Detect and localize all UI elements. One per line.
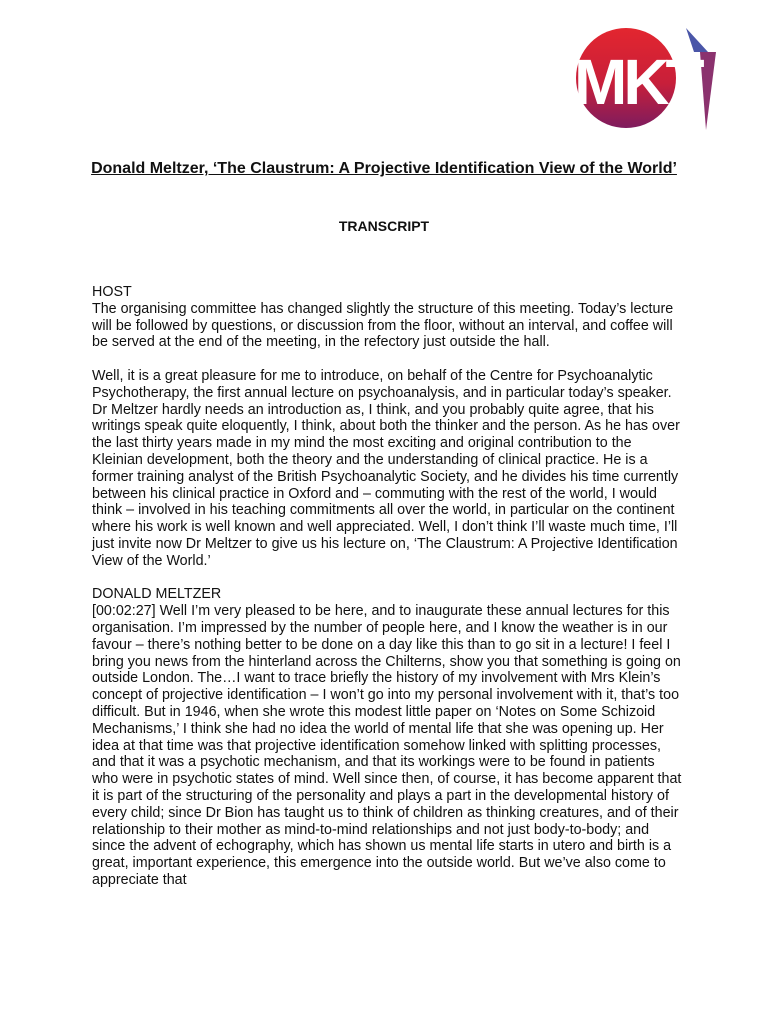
mkt-logo-graphic bbox=[568, 26, 718, 130]
mkt-logo bbox=[568, 26, 718, 130]
speaker-label: DONALD MELTZER bbox=[92, 586, 222, 603]
logo-text: MKT bbox=[574, 46, 701, 118]
speaker-label: HOST bbox=[92, 284, 132, 300]
transcript-paragraph: Well, it is a great pleasure for me to introduce, on behalf of the Centre for Psychoanalytic Psychotherapy, the first annual lecture on psychoanalysis, and in particular today’s speaker. Dr Meltzer hardly needs an introduction as, I think, and you probably quite agree, that his writings speak quite eloquently, I think, about both the thinker and the person. As he has over the last thirty years made in my mind the most exciting and original contribution to the Kleinian development, both the theory and the understanding of clinical practice. He is a former training analyst of the British Psychoanalytic Society, and he divides his time currently between his clinical practice in Oxford and – commuting with the rest of the world, I would think – involved in his teaching commitments all over the world, in particular on the continent where his work is well known and well appreciated. Well, I don’t think I’ll waste much time, I’ll just invite now Dr Meltzer to give us his lecture on, ‘The Claustrum: A Projective Identification View of the World.’ bbox=[92, 367, 680, 569]
document-subtitle: TRANSCRIPT bbox=[338, 218, 430, 234]
page-title: Donald Meltzer, ‘The Claustrum: A Projective Identification View of the World’ bbox=[91, 160, 677, 177]
transcript-section-host bbox=[92, 284, 682, 570]
transcript-body bbox=[92, 284, 682, 905]
transcript-paragraph: The organising committee has changed slightly the structure of this meeting. Today’s lecture will be followed by questions, or discussion from the floor, without an interval, and coffee will be served at the end of the meeting, in the refectory just outside the hall. bbox=[92, 300, 674, 351]
transcript-paragraph: [00:02:27] Well I’m very pleased to be here, and to inaugurate these annual lectures for this organisation. I’m impressed by the number of people here, and I know the weather is in our favour – there’s nothing better to be done on a day like this than to go sit in a lecture! I feel I bring you news from the hinterland across the Chilterns, show you that something is going on outside London. The…I want to trace briefly the history of my involvement with Mrs Klein’s concept of projective identification – I won’t go into my personal involvement with it, that’s too difficult. But in 1946, when she wrote this modest little paper on ‘Notes on Some Schizoid Mechanisms,’ I think she had no idea the world of mental life that she was opening up. Her idea at that time was that projective identification somehow linked with splitting processes, and that it was a psychotic mechanism, and that its workings were to be found in patients who were in psychotic states of mind. Well since then, of course, it has become apparent that it is part of the structuring of the personality and plays a part in the developmental history of every child; since Dr Bion has taught us to think of children as thinking creatures, and of their relationship to their mother as mind-to-mind relationships and not just body-to-body; and since the advent of echography, which has shown us mental life starts in utero and birth is a great, important experience, this emergence into the outside world. But we’ve also come to appreciate that bbox=[92, 603, 682, 888]
transcript-section-meltzer bbox=[92, 586, 682, 888]
